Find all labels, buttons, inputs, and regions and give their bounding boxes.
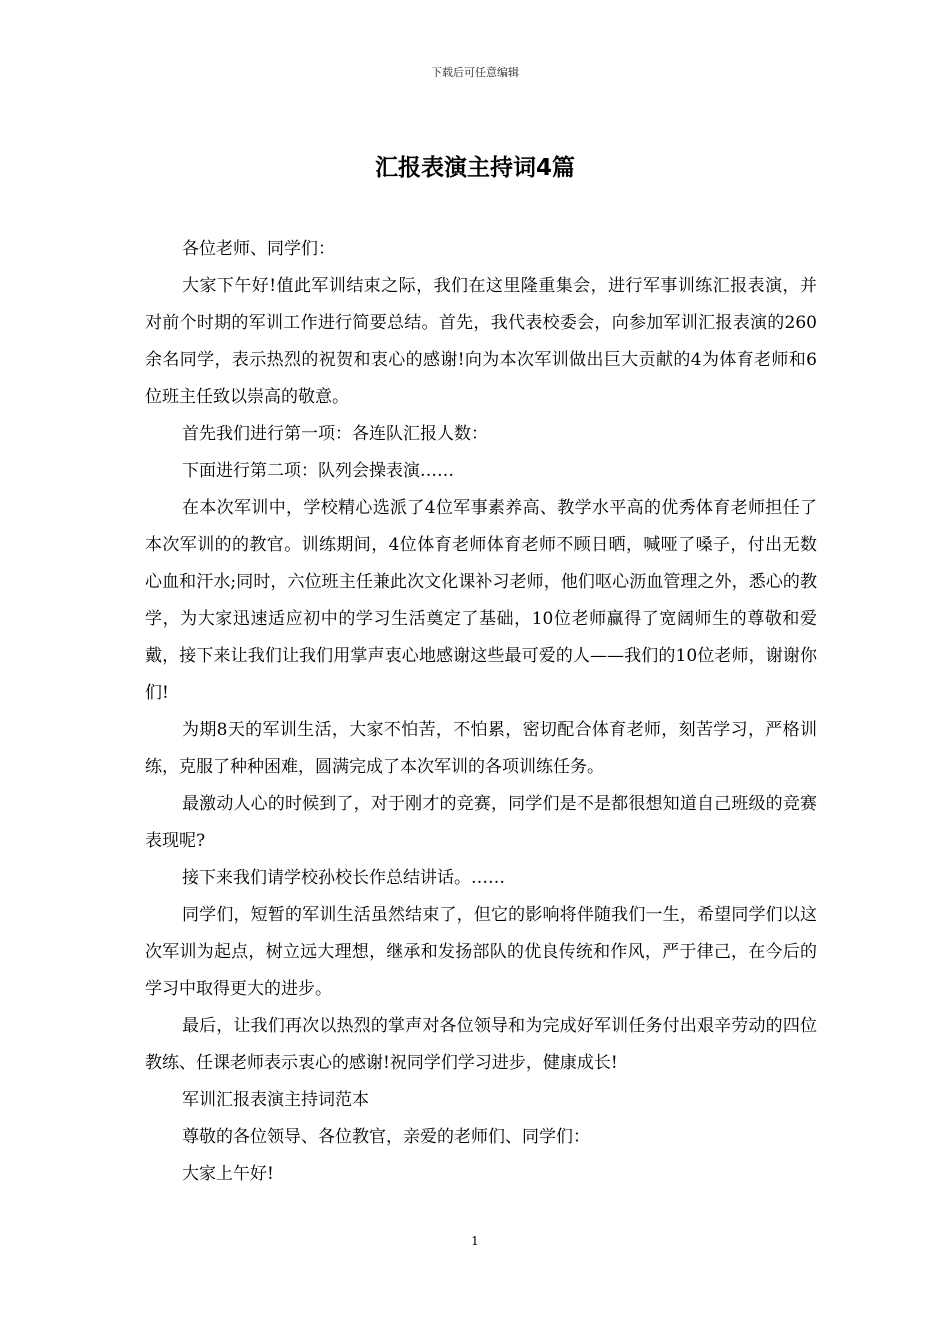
paragraph-thanks: 最后，让我们再次以热烈的掌声对各位领导和为完成好军训任务付出艰辛劳动的四位教练、任课老师表示衷心的感谢!祝同学们学习进步，健康成长! [145,1016,817,1073]
paragraph-instructors: 在本次军训中，学校精心选派了4位军事素养高、教学水平高的优秀体育老师担任了本次军训的的教官。训练期间，4位体育老师体育老师不顾日晒，喊哑了嗓子，付出无数心血和汗水;同时，六位班主任兼此次文化课补习老师，他们呕心沥血管理之外，悉心的教学，为大家迅速适应初中的学习生活奠定了基础，10位老师赢得了宽阔师生的尊敬和爱戴，接下来让我们让我们用掌声衷心地感谢这些最可爱的人——我们的10位老师，谢谢你们! [145,498,817,703]
paragraph-closing-hope: 同学们，短暂的军训生活虽然结束了，但它的影响将伴随我们一生，希望同学们以这次军训为起点，树立远大理想，继承和发扬部队的优良传统和作风，严于律己，在今后的学习中取得更大的进步。 [145,905,817,999]
page-header-note: 下载后可任意编辑 [431,66,519,79]
paragraph-item-one: 首先我们进行第一项：各连队汇报人数： [182,424,488,444]
paragraph-competition: 最激动人心的时候到了，对于刚才的竞赛，同学们是不是都很想知道自己班级的竞赛表现呢? [145,794,817,851]
paragraph-greeting: 各位老师、同学们： [182,239,335,259]
document-body [145,231,817,1193]
page-number: 1 [471,1234,479,1248]
paragraph-salutation: 尊敬的各位领导、各位教官，亲爱的老师们、同学们： [182,1127,590,1147]
paragraph-training-summary: 为期8天的军训生活，大家不怕苦，不怕累，密切配合体育老师，刻苦学习，严格训练，克服了种种困难，圆满完成了本次军训的各项训练任务。 [145,720,817,777]
paragraph-section-heading: 军训汇报表演主持词范本 [182,1090,369,1110]
paragraph-good-morning: 大家上午好! [182,1164,274,1184]
paragraph-principal-speech: 接下来我们请学校孙校长作总结讲话。…… [182,868,505,888]
document-title: 汇报表演主持词4篇 [374,155,575,181]
paragraph-opening: 大家下午好!值此军训结束之际，我们在这里隆重集会，进行军事训练汇报表演，并对前个时期的军训工作进行简要总结。首先，我代表校委会，向参加军训汇报表演的260余名同学，表示热烈的祝贺和衷心的感谢!向为本次军训做出巨大贡献的4为体育老师和6位班主任致以崇高的敬意。 [145,276,817,407]
paragraph-item-two: 下面进行第二项：队列会操表演…… [182,461,454,481]
